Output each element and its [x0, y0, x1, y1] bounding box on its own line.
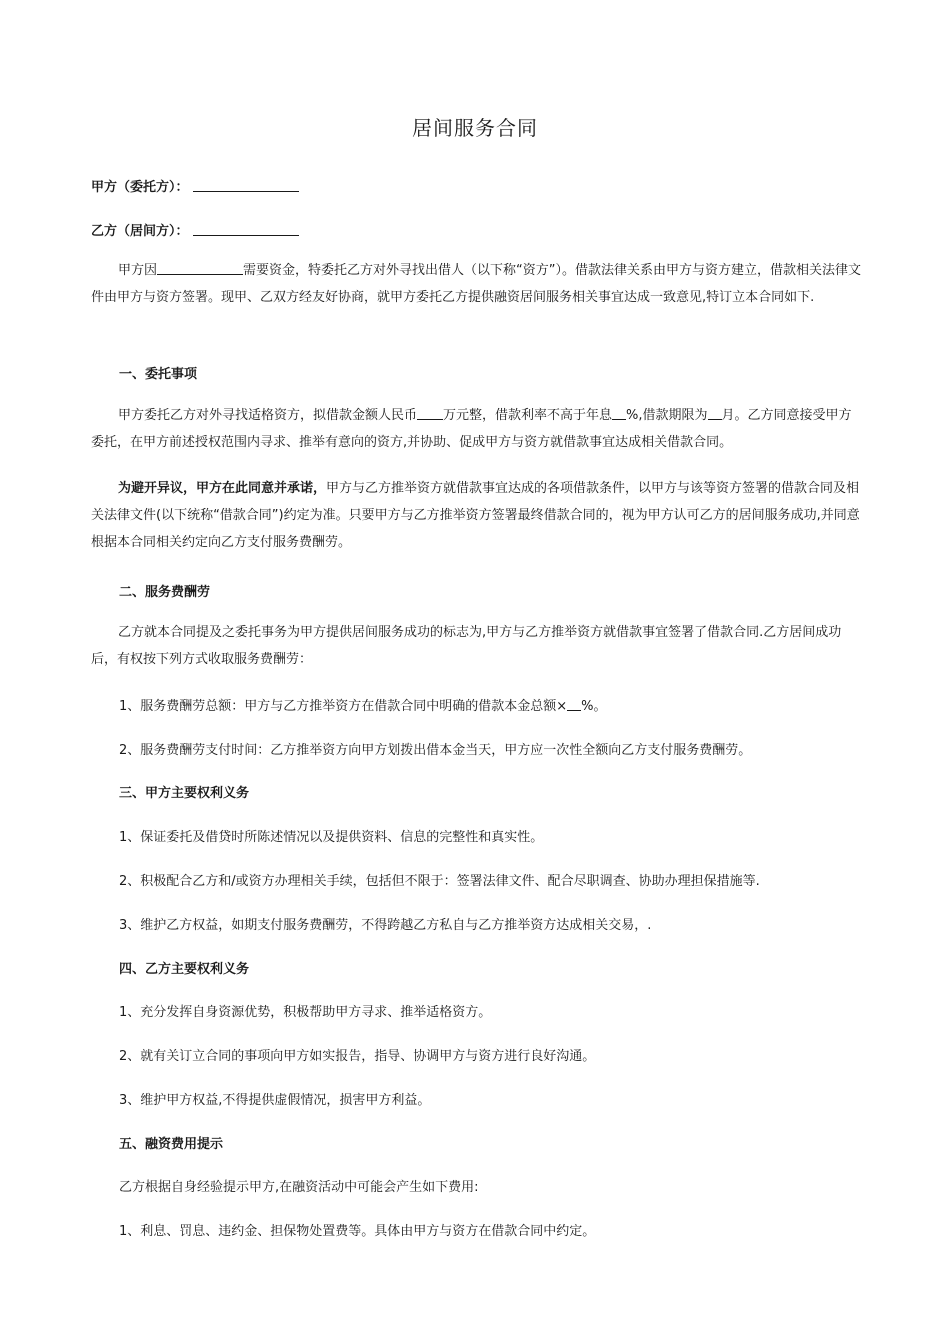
- section-5-heading: 五、融资费用提示: [119, 1137, 224, 1152]
- section-2-paragraph: 乙方就本合同提及之委托事务为甲方提供居间服务成功的标志为,甲方与乙方推举资方就借款事宜签署了借款合同.乙方居间成功后，有权按下列方式收取服务费酬劳：: [91, 625, 842, 667]
- section-3-item-2: 2、积极配合乙方和/或资方办理相关手续，包括但不限于：签署法律文件、配合尽职调查、协助办理担保措施等.: [119, 874, 760, 889]
- section-5-paragraph: 乙方根据自身经验提示甲方,在融资活动中可能会产生如下费用:: [119, 1180, 479, 1195]
- intro-paragraph: 甲方因 需要资金，特委托乙方对外寻找出借人（以下称“资方”）。借款法律关系由甲方与资方建立，借款相关法律文件由甲方与资方签署。现甲、乙双方经友好协商，就甲方委托乙方提供融资居间服务相关事宜达成一致意见,特订立本合同如下.: [91, 263, 861, 305]
- party-b-blank: [193, 223, 299, 236]
- party-a-line: [91, 176, 299, 195]
- fee-rate-blank: [567, 698, 581, 711]
- purpose-blank: [157, 262, 243, 275]
- section-2-item-2: 2、服务费酬劳支付时间：乙方推举资方向甲方划拨出借本金当天，甲方应一次性全额向乙方支付服务费酬劳。: [119, 743, 752, 758]
- rate-blank: [612, 407, 626, 420]
- section-4-item-2: 2、就有关订立合同的事项向甲方如实报告，指导、协调甲方与资方进行良好沟通。: [119, 1049, 596, 1064]
- section-5-item-1: 1、利息、罚息、违约金、担保物处置费等。具体由甲方与资方在借款合同中约定。: [119, 1224, 596, 1239]
- party-a-blank: [193, 179, 299, 192]
- section-3-item-1: 1、保证委托及借贷时所陈述情况以及提供资料、信息的完整性和真实性。: [119, 830, 544, 845]
- section-4-heading: 四、乙方主要权利义务: [119, 962, 250, 977]
- document-title: 居间服务合同: [412, 116, 538, 140]
- section-2-heading: 二、服务费酬劳: [119, 585, 211, 600]
- section-4-item-3: 3、维护甲方权益,不得提供虚假情况，损害甲方利益。: [119, 1093, 431, 1108]
- term-blank: [708, 407, 722, 420]
- party-b-label: 乙方（居间方）：: [91, 224, 189, 239]
- amount-blank: [417, 407, 443, 420]
- party-b-line: [91, 220, 299, 239]
- party-a-label: 甲方（委托方）：: [91, 180, 189, 195]
- section-1-paragraph-1: 甲方委托乙方对外寻找适格资方，拟借款金额人民币 万元整，借款利率不高于年息 %,借款期限为 月。乙方同意接受甲方委托，在甲方前述授权范围内寻求、推举有意向的资方,并协助、促成甲方与资方就借款事宜达成相关借款合同。: [91, 408, 852, 450]
- section-3-heading: 三、甲方主要权利义务: [119, 786, 250, 801]
- section-4-item-1: 1、充分发挥自身资源优势，积极帮助甲方寻求、推举适格资方。: [119, 1005, 492, 1020]
- section-3-item-3: 3、维护乙方权益，如期支付服务费酬劳，不得跨越乙方私自与乙方推举资方达成相关交易，.: [119, 918, 652, 933]
- section-2-item-1: 1、服务费酬劳总额：甲方与乙方推举资方在借款合同中明确的借款本金总额× %。: [119, 699, 607, 714]
- section-1-heading: 一、委托事项: [119, 367, 198, 382]
- section-1-paragraph-2: 为避开异议，甲方在此同意并承诺，甲方与乙方推举资方就借款事宜达成的各项借款条件，以甲方与该等资方签署的借款合同及相关法律文件(以下统称“借款合同”)约定为准。只要甲方与乙方推举资方签署最终借款合同的，视为甲方认可乙方的居间服务成功,并同意根据本合同相关约定向乙方支付服务费酬劳。: [91, 481, 860, 550]
